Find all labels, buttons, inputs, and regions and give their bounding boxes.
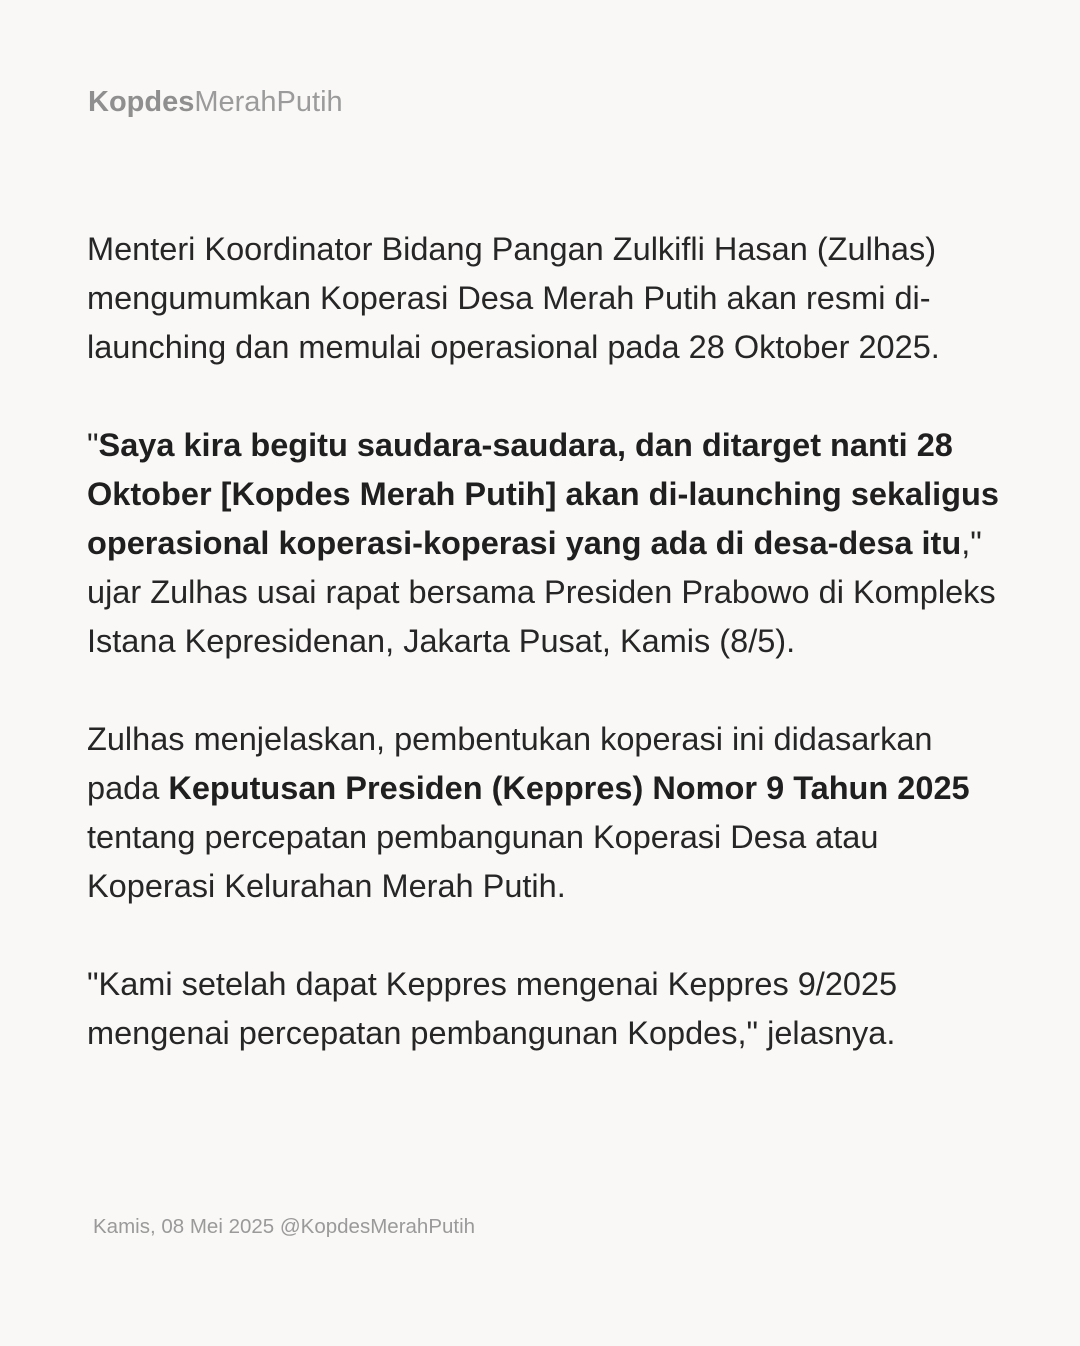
quote-open: ": [87, 427, 99, 463]
paragraph-1: Menteri Koordinator Bidang Pangan Zulkifli Hasan (Zulhas) mengumumkan Koperasi Desa Merah Putih akan resmi di-launching dan memulai operasional pada 28 Oktober 2025.: [87, 231, 940, 365]
article-body: [87, 225, 1002, 1058]
brand-logo: [88, 84, 343, 120]
footer-dateline: Kamis, 08 Mei 2025 @KopdesMerahPutih: [93, 1215, 476, 1238]
paragraph-3-start: Zulhas menjelaskan, pembentukan koperasi ini didasarkan pada: [87, 721, 933, 806]
paragraph-3-end: tentang percepatan pembangunan Koperasi Desa atau Koperasi Kelurahan Merah Putih.: [87, 819, 879, 904]
paragraph-4: "Kami setelah dapat Keppres mengenai Keppres 9/2025 mengenai percepatan pembangunan Kopdes," jelasnya.: [87, 966, 898, 1051]
keppres-reference: Keputusan Presiden (Keppres) Nomor 9 Tahun 2025: [168, 770, 970, 806]
paragraph-2: [87, 421, 1002, 666]
brand-regular: MerahPutih: [194, 86, 343, 118]
quote-bold: Saya kira begitu saudara-saudara, dan ditarget nanti 28 Oktober [Kopdes Merah Putih] akan di-launching sekaligus operasional koperasi-koperasi yang ada di desa-desa itu: [87, 427, 999, 561]
brand-bold: Kopdes: [88, 86, 195, 118]
paragraph-3: [87, 715, 1002, 911]
quote-attribution: ," ujar Zulhas usai rapat bersama Presiden Prabowo di Kompleks Istana Kepresidenan, Jakarta Pusat, Kamis (8/5).: [87, 525, 996, 659]
